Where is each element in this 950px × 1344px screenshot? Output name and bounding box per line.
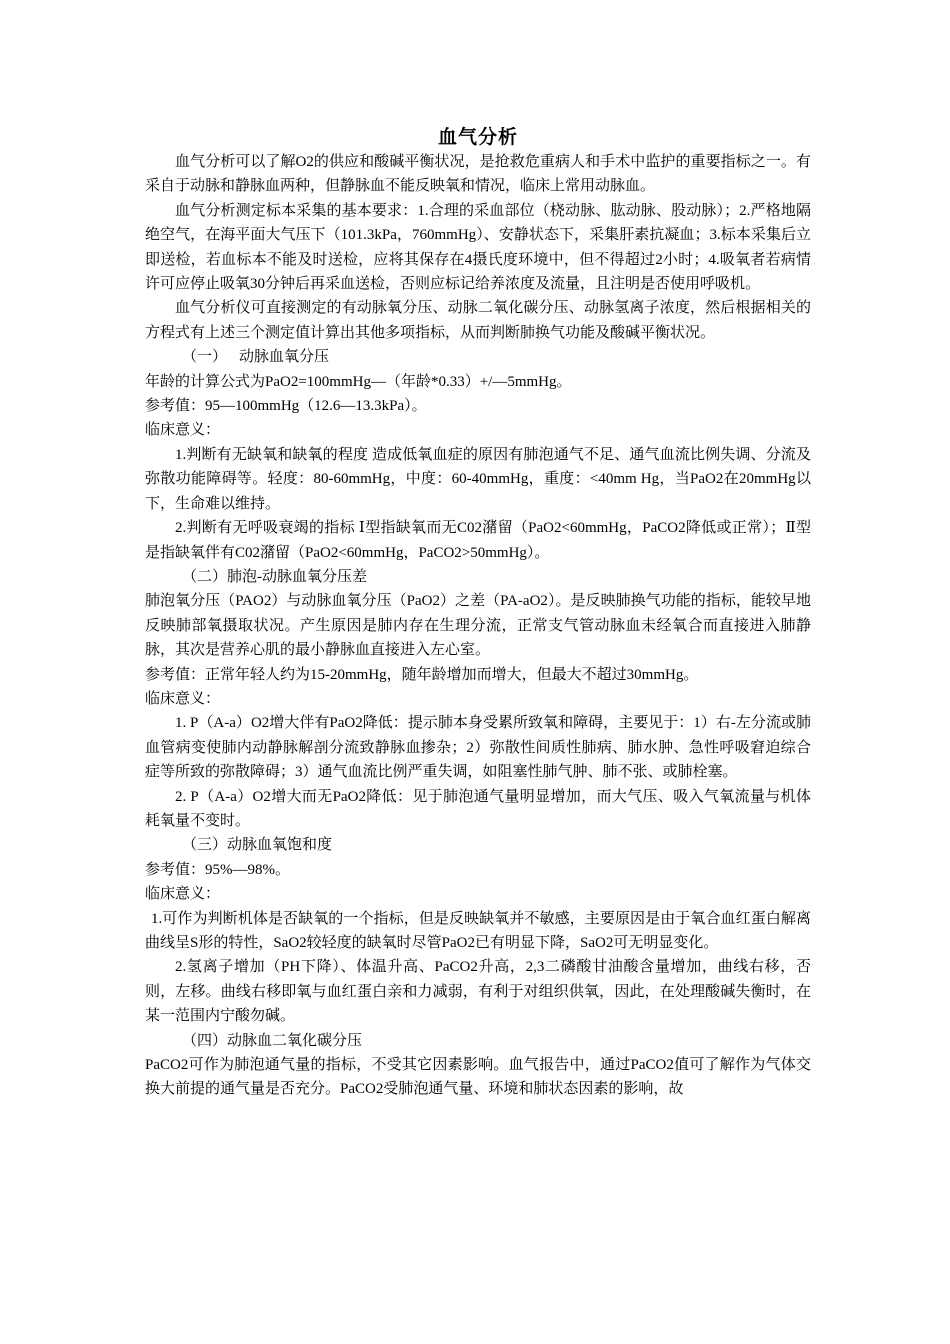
section1-reference: 参考值：95—100mmHg（12.6—13.3kPa）。 xyxy=(145,398,427,415)
section1-number: （一） xyxy=(182,349,228,366)
section2-heading: （二）肺泡-动脉血氧分压差 xyxy=(182,568,367,585)
section2-definition: 肺泡氧分压（PAO2）与动脉血氧分压（PaO2）之差（PA-aO2）。是反映肺换气功能的指标，能较早地反映肺部氧摄取状况。产生原因是肺内存在生理分流，正常支气管动脉血未经氧合而直接进入肺静脉，其次是营养心肌的最小静脉血直接进入左心室。 xyxy=(145,593,811,659)
section2-reference: 参考值：正常年轻人约为15-20mmHg，随年龄增加而增大，但最大不超过30mmHg。 xyxy=(145,666,699,683)
section4-definition: PaCO2可作为肺泡通气量的指标，不受其它因素影响。血气报告中，通过PaCO2值可了解作为气体交换大前提的通气量是否充分。PaCO2受肺泡通气量、环境和肺状态因素的影响，故 xyxy=(145,1057,811,1098)
section3-reference: 参考值：95%—98%。 xyxy=(145,861,290,878)
section1-heading xyxy=(145,345,811,369)
document-title: 血气分析 xyxy=(437,126,518,148)
section3-item1: 1.可作为判断机体是否缺氧的一个指标，但是反映缺氧并不敏感，主要原因是由于氧合血红蛋白解离曲线呈S形的特性，SaO2较轻度的缺氧时尽管PaO2已有明显下降，SaO2可无明显变化。 xyxy=(145,910,811,951)
section3-item2: 2.氢离子增加（PH下降）、体温升高、PaCO2升高，2,3二磷酸甘油酸含量增加，曲线右移，否则，左移。曲线右移即氧与血红蛋白亲和力减弱，有利于对组织供氧，因此，在处理酸碱失衡时，在某一范围内宁酸勿碱。 xyxy=(145,959,811,1025)
section3-heading: （三）动脉血氧饱和度 xyxy=(182,837,333,854)
section1-item2: 2.判断有无呼吸衰竭的指标 Ⅰ型指缺氧而无C02潴留（PaO2<60mmHg，PaCO2降低或正常）；Ⅱ型是指缺氧伴有C02潴留（PaO2<60mmHg，PaCO2>50mmHg）。 xyxy=(145,520,811,561)
section4-heading: （四）动脉血二氧化碳分压 xyxy=(182,1032,363,1049)
section1-formula: 年龄的计算公式为PaO2=100mmHg—（年龄*0.33）+/—5mmHg。 xyxy=(145,373,572,390)
requirements-paragraph: 血气分析测定标本采集的基本要求：1.合理的采血部位（桡动脉、肱动脉、股动脉）；2.严格地隔绝空气，在海平面大气压下（101.3kPa，760mmHg）、安静状态下，采集肝素抗凝血；3.标本采集后立即送检，若血标本不能及时送检，应将其保存在4摄氏度环境中，但不得超过2小时；4.吸氧者若病情许可应停止吸氧30分钟后再采血送检，否则应标记给养浓度及流量，且注明是否使用呼吸机。 xyxy=(145,202,811,293)
section1-item1: 1.判断有无缺氧和缺氧的程度 造成低氧血症的原因有肺泡通气不足、通气血流比例失调、分流及弥散功能障碍等。轻度：80-60mmHg，中度：60-40mmHg，重度：<40mm Hg，当PaO2在20mmHg以下，生命难以维持。 xyxy=(145,446,811,512)
intro-paragraph: 血气分析可以了解O2的供应和酸碱平衡状况，是抢救危重病人和手术中监护的重要指标之一。有采自于动脉和静脉血两种，但静脉血不能反映氧和情况，临床上常用动脉血。 xyxy=(145,154,811,195)
instrument-paragraph: 血气分析仪可直接测定的有动脉氧分压、动脉二氧化碳分压、动脉氢离子浓度，然后根据相关的方程式有上述三个测定值计算出其他多项指标，从而判断肺换气功能及酸碱平衡状况。 xyxy=(145,300,811,341)
section1-clinical-label: 临床意义： xyxy=(145,422,221,439)
section2-item2: 2. P（A-a）O2增大而无PaO2降低：见于肺泡通气量明显增加，而大气压、吸入气氧流量与机体耗氧量不变时。 xyxy=(145,788,811,829)
document-page xyxy=(145,124,811,1102)
section2-item1: 1. P（A-a）O2增大伴有PaO2降低：提示肺本身受累所致氧和障碍，主要见于：1）右-左分流或肺血管病变使肺内动静脉解剖分流致静脉血掺杂；2）弥散性间质性肺病、肺水肿、急性呼吸窘迫综合症等所致的弥散障碍；3）通气血流比例严重失调，如阻塞性肺气肿、肺不张、或肺栓塞。 xyxy=(145,715,811,781)
section2-clinical-label: 临床意义： xyxy=(145,690,221,707)
section1-heading-text: 动脉血氧分压 xyxy=(239,349,330,366)
section3-clinical-label: 临床意义： xyxy=(145,886,221,903)
